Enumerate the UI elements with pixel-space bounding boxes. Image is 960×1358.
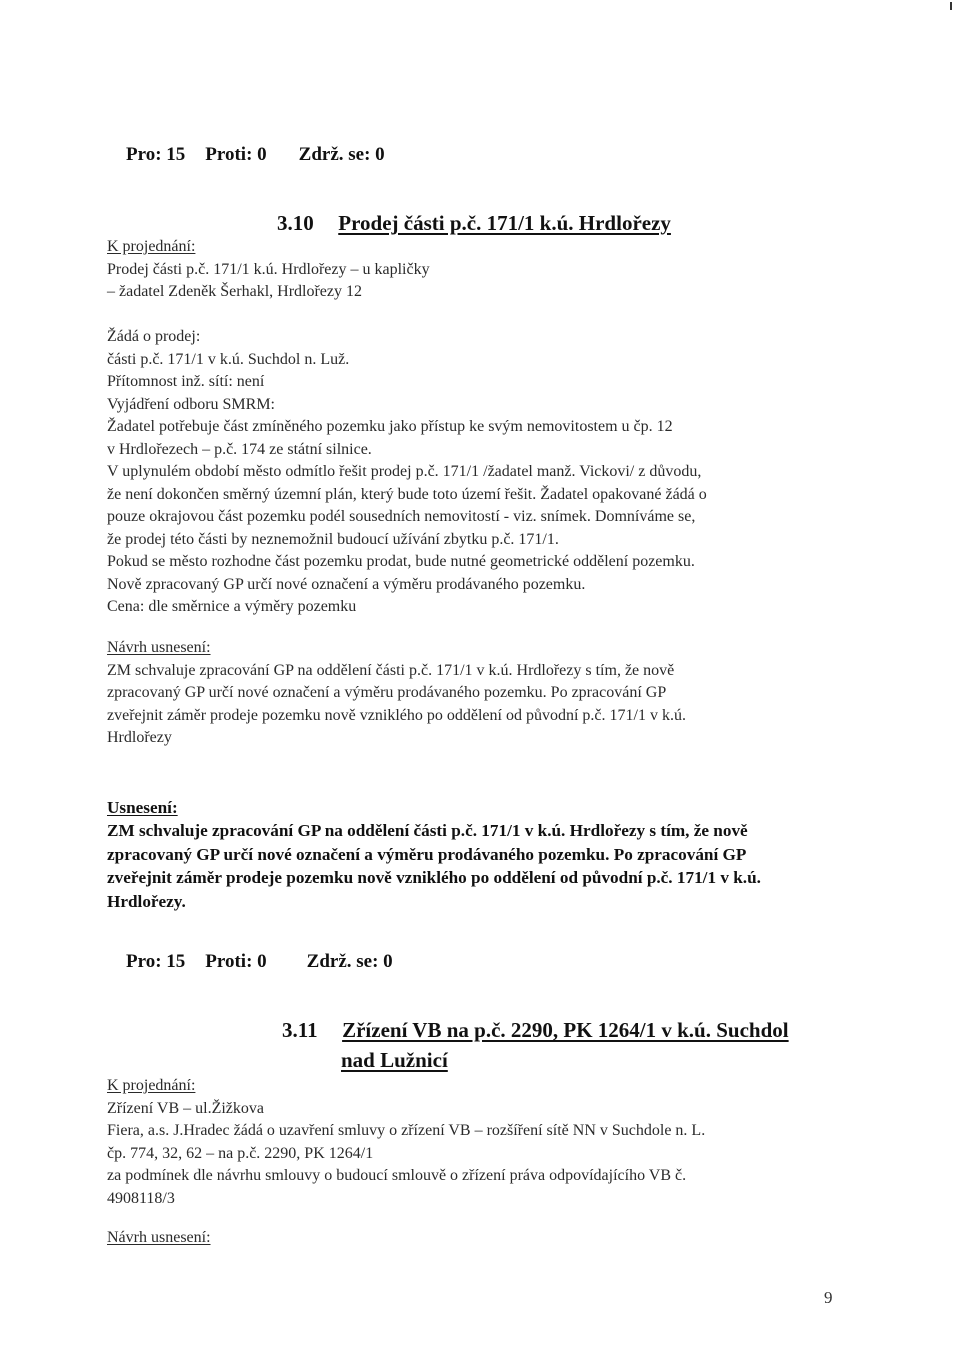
vote-zdrz: Zdrž. se: 0 — [306, 951, 393, 972]
navrh-usneseni — [107, 1227, 211, 1250]
navrh-usneseni — [107, 637, 686, 750]
text-line: V uplynulém období město odmítlo řešit prodej p.č. 171/1 /žadatel manž. Vickovi/ z důvodu, — [107, 463, 702, 480]
text-line: Žadatel potřebuje část zmíněného pozemku jako přístup ke svým nemovitostem u čp. 12 — [107, 418, 673, 435]
vote-proti: Proti: 0 — [205, 951, 267, 972]
section-heading — [277, 211, 671, 236]
text-line: ZM schvaluje zpracování GP na oddělení části p.č. 171/1 v k.ú. Hrdlořezy s tím, že nově — [107, 661, 675, 679]
text-line: Nově zpracovaný GP určí nové označení a výměru prodávaného pozemku. — [107, 575, 586, 593]
vote-result — [107, 929, 393, 995]
section-heading — [282, 1018, 789, 1043]
section-body-details — [107, 326, 707, 619]
text-line: – žadatel Zdeněk Šerhakl, Hrdlořezy 12 — [107, 283, 363, 300]
vote-zdrz: Zdrž. se: 0 — [298, 144, 385, 165]
k-projednani-label: K projednání: — [107, 1077, 196, 1094]
scan-mark — [950, 2, 952, 10]
text-line: zpracovaný GP určí nové označení a výměru prodávaného pozemku. Po zpracování GP — [107, 684, 667, 701]
text-line: Přítomnost inž. sítí: není — [107, 373, 265, 390]
section-body — [107, 1075, 705, 1210]
text-line: Fiera, a.s. J.Hradec žádá o uzavření smluvy o zřízení VB – rozšíření sítě NN v Suchdole n. L. — [107, 1122, 706, 1139]
page-number: 9 — [824, 1288, 833, 1307]
text-line: zveřejnit záměr prodeje pozemku nově vzniklého po oddělení od původní p.č. 171/1 v k.ú. — [107, 868, 761, 888]
usneseni-label: Usnesení: — [107, 798, 178, 817]
text-line: Hrdlořezy — [107, 729, 172, 746]
section-title: Prodej části p.č. 171/1 k.ú. Hrdlořezy — [338, 211, 671, 235]
vote-pro: Pro: 15 — [126, 144, 186, 165]
vote-pro: Pro: 15 — [126, 951, 186, 972]
text-line: pouze okrajovou část pozemku podél sousedních nemovitostí - viz. snímek. Domníváme se, — [107, 508, 696, 525]
text-line: čp. 774, 32, 62 – na p.č. 2290, PK 1264/1 — [107, 1144, 374, 1162]
vote-result — [107, 122, 385, 188]
text-line: že není dokončen směrný územní plán, který bude toto území řešit. Žadatel opakované žádá o — [107, 485, 707, 503]
section-title-cont: nad Lužnicí — [341, 1048, 448, 1072]
text-line: Cena: dle směrnice a výměry pozemku — [107, 598, 357, 615]
usneseni — [107, 796, 761, 913]
section-heading-cont — [341, 1048, 448, 1073]
text-line: Zřízení VB – ul.Žižkova — [107, 1099, 264, 1117]
text-line: Vyjádření odboru SMRM: — [107, 395, 275, 413]
section-number: 3.10 — [277, 211, 314, 235]
text-line: části p.č. 171/1 v k.ú. Suchdol n. Luž. — [107, 350, 350, 368]
text-line: za podmínek dle návrhu smlouvy o budoucí smlouvě o zřízení práva odpovídajícího VB č. — [107, 1167, 687, 1184]
text-line: Pokud se město rozhodne část pozemku prodat, bude nutné geometrické oddělení pozemku. — [107, 553, 695, 570]
text-line: v Hrdlořezech – p.č. 174 ze státní silnice. — [107, 440, 372, 458]
text-line: zveřejnit záměr prodeje pozemku nově vzniklého po oddělení od původní p.č. 171/1 v k.ú. — [107, 706, 686, 724]
vote-proti: Proti: 0 — [205, 144, 267, 165]
section-body — [107, 236, 430, 304]
k-projednani-label: K projednání: — [107, 238, 196, 255]
text-line: zpracovaný GP určí nové označení a výměru prodávaného pozemku. Po zpracování GP — [107, 844, 747, 864]
text-line: Žádá o prodej: — [107, 328, 201, 345]
text-line: Prodej části p.č. 171/1 k.ú. Hrdlořezy – u kapličky — [107, 260, 430, 278]
text-line: Hrdlořezy. — [107, 891, 186, 911]
text-line: 4908118/3 — [107, 1189, 175, 1207]
text-line: ZM schvaluje zpracování GP na oddělení části p.č. 171/1 v k.ú. Hrdlořezy s tím, že nově — [107, 821, 748, 841]
navrh-label: Návrh usnesení: — [107, 1229, 211, 1246]
navrh-label: Návrh usnesení: — [107, 639, 211, 656]
section-number: 3.11 — [282, 1018, 318, 1042]
text-line: že prodej této části by neznemožnil budoucí užívání zbytku p.č. 171/1. — [107, 530, 559, 548]
section-title: Zřízení VB na p.č. 2290, PK 1264/1 v k.ú. Suchdol — [342, 1018, 789, 1042]
